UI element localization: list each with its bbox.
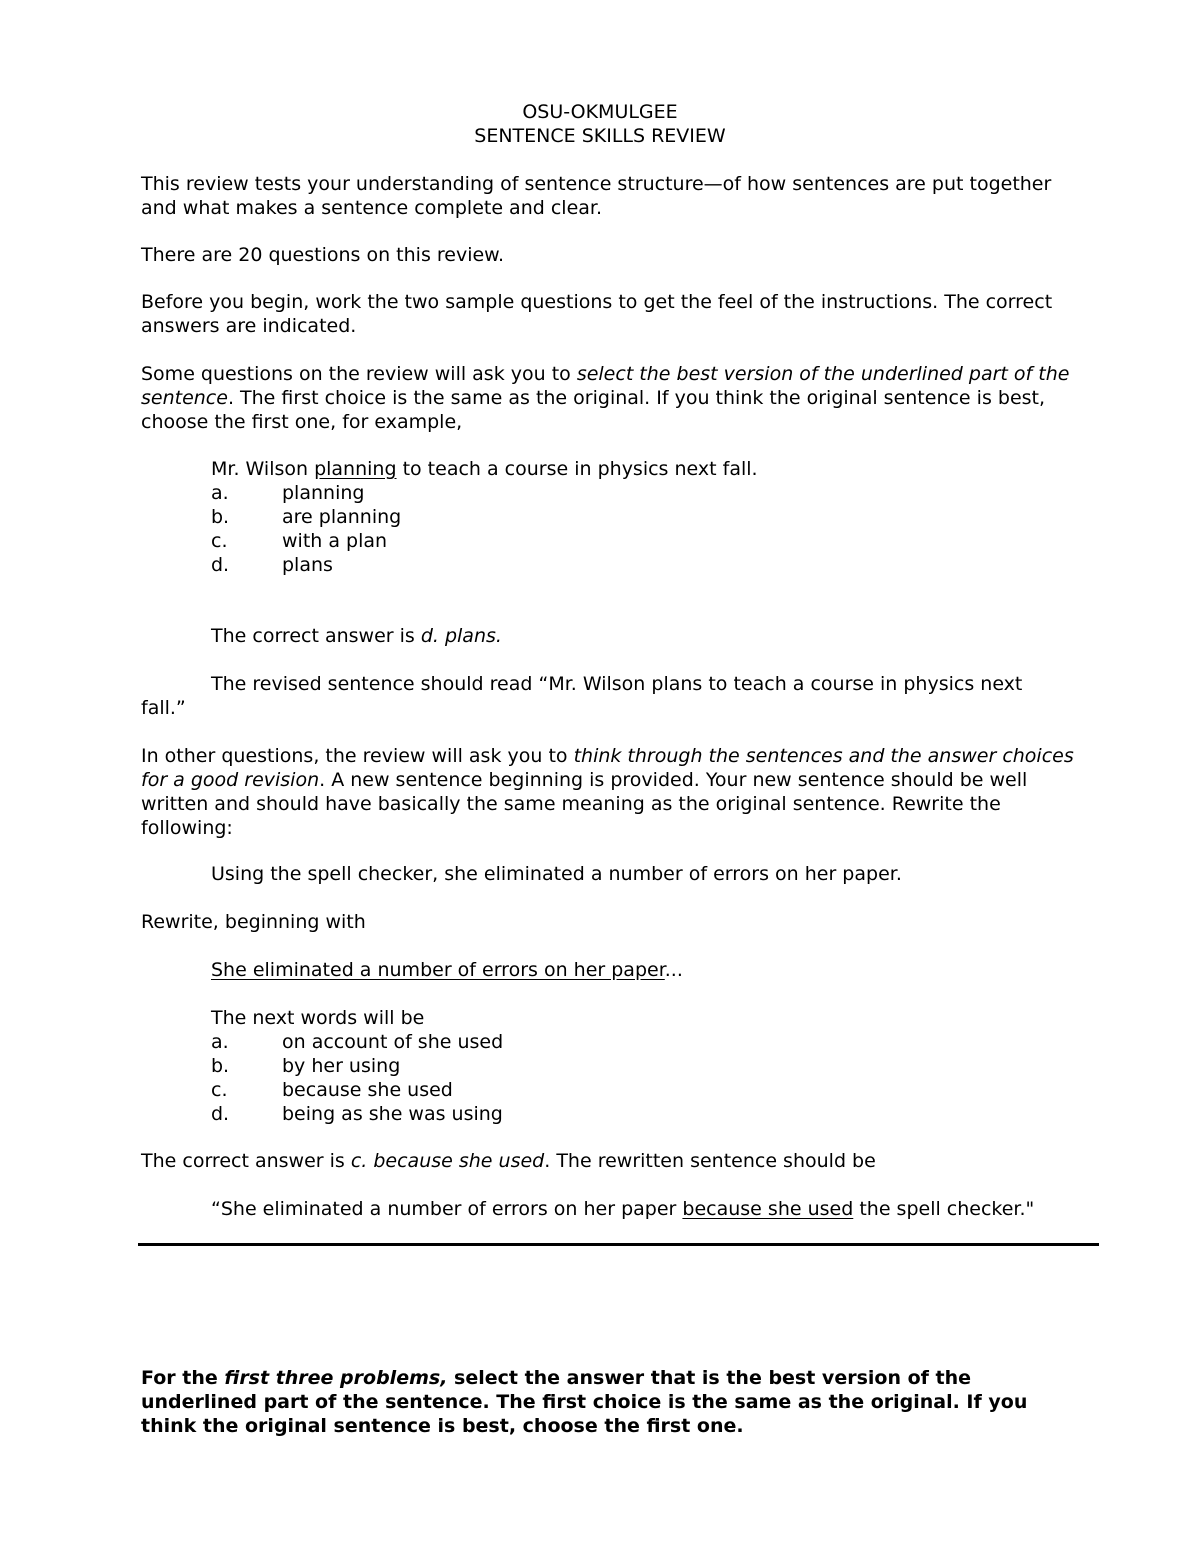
option-letter: c. [211, 530, 228, 552]
section-divider [138, 1243, 1099, 1246]
intro-paragraph-4 [141, 362, 1086, 434]
answer-value: c. because she used [350, 1150, 545, 1172]
answer-option [211, 1030, 1081, 1054]
underlined-beginning: She eliminated a number of errors on her paper [211, 959, 665, 981]
intro2-end: . A new sentence beginning is provided. Your new sentence should be well written and should have basically the same meaning as the original sentence. Rewrite the following: [141, 769, 1028, 839]
option-letter: b. [211, 506, 230, 528]
beginning-suffix: ... [664, 959, 683, 981]
option-text: being as she was using [282, 1103, 503, 1125]
intro-paragraph-3: Before you begin, work the two sample questions to get the feel of the instructions. The correct answers are indicated. [141, 291, 1053, 337]
review-title: SENTENCE SKILLS REVIEW [474, 125, 726, 147]
intro-p4-start: Some questions on the review will ask you to [141, 363, 577, 385]
option-letter: a. [211, 1031, 229, 1053]
sample2-question [211, 1006, 1081, 1126]
option-letter: a. [211, 482, 229, 504]
sample2-beginning [211, 958, 1081, 982]
stem-text: to teach a course in physics next fall. [396, 458, 758, 480]
intro-paragraph-2: There are 20 questions on this review. [141, 244, 505, 266]
option-letter: c. [211, 1079, 228, 1101]
answer-suffix: . The rewritten sentence should be [544, 1150, 876, 1172]
sample1-answer [211, 624, 1081, 648]
option-text: planning [282, 482, 365, 504]
option-letter: d. [211, 554, 230, 576]
sample2-sentence: Using the spell checker, she eliminated a number of errors on her paper. [211, 863, 902, 885]
answer-option [211, 1054, 1081, 1078]
answer-option [211, 1102, 1081, 1126]
final-before: “She eliminated a number of errors on her paper [211, 1198, 683, 1220]
option-text: because she used [282, 1079, 453, 1101]
sample1-question [211, 457, 1081, 577]
option-text: are planning [282, 506, 402, 528]
answer-prefix: The correct answer is [211, 625, 421, 647]
rewrite-label: Rewrite, beginning with [141, 911, 366, 933]
document-header [140, 100, 1060, 148]
sample1-revised-line2: fall.” [141, 697, 186, 719]
next-words-label: The next words will be [211, 1007, 425, 1029]
answer-option [211, 1078, 1081, 1102]
answer-prefix: The correct answer is [141, 1150, 351, 1172]
instructions-end: select the answer that is the best version of the underlined part of the sentence. The first choice is the same as the original. If you think the original sentence is best, choose the first one. [141, 1367, 1028, 1437]
sample1-revised-line1: The revised sentence should read “Mr. Wilson plans to teach a course in physics next [211, 673, 1023, 695]
institution-title: OSU-OKMULGEE [522, 101, 678, 123]
option-letter: d. [211, 1103, 230, 1125]
option-text: by her using [282, 1055, 401, 1077]
final-after: the spell checker." [853, 1198, 1035, 1220]
intro-p4-end: . The first choice is the same as the original. If you think the original sentence is best, choose the first one, for example, [141, 387, 1046, 433]
answer-option [211, 481, 1081, 505]
intro2-italic: think through the sentences and the answer choices for a good revision [141, 745, 1074, 791]
sample2-final-sentence [211, 1197, 1081, 1221]
answer-option [211, 529, 1081, 553]
intro2-start: In other questions, the review will ask you to [141, 745, 574, 767]
sample2-answer [141, 1149, 1086, 1173]
option-text: on account of she used [282, 1031, 504, 1053]
answer-option [211, 553, 1081, 577]
problem-instructions [141, 1366, 1071, 1438]
underlined-phrase: planning [314, 458, 397, 480]
instructions-start: For the [141, 1367, 225, 1389]
intro-paragraph-1: This review tests your understanding of sentence structure—of how sentences are put together and what makes a sentence complete and clear. [141, 173, 1052, 219]
instructions-italic: first three problems, [224, 1367, 448, 1389]
final-underlined: because she used [682, 1198, 854, 1220]
intro-p4-italic: select the best version of the underlined part of the sentence [141, 363, 1070, 409]
option-letter: b. [211, 1055, 230, 1077]
answer-option [211, 505, 1081, 529]
option-text: with a plan [282, 530, 388, 552]
option-text: plans [282, 554, 333, 576]
answer-value: d. plans. [420, 625, 502, 647]
stem-text: Mr. Wilson [211, 458, 315, 480]
sample1-stem [211, 457, 1081, 481]
intro-paragraph-5 [141, 744, 1086, 840]
